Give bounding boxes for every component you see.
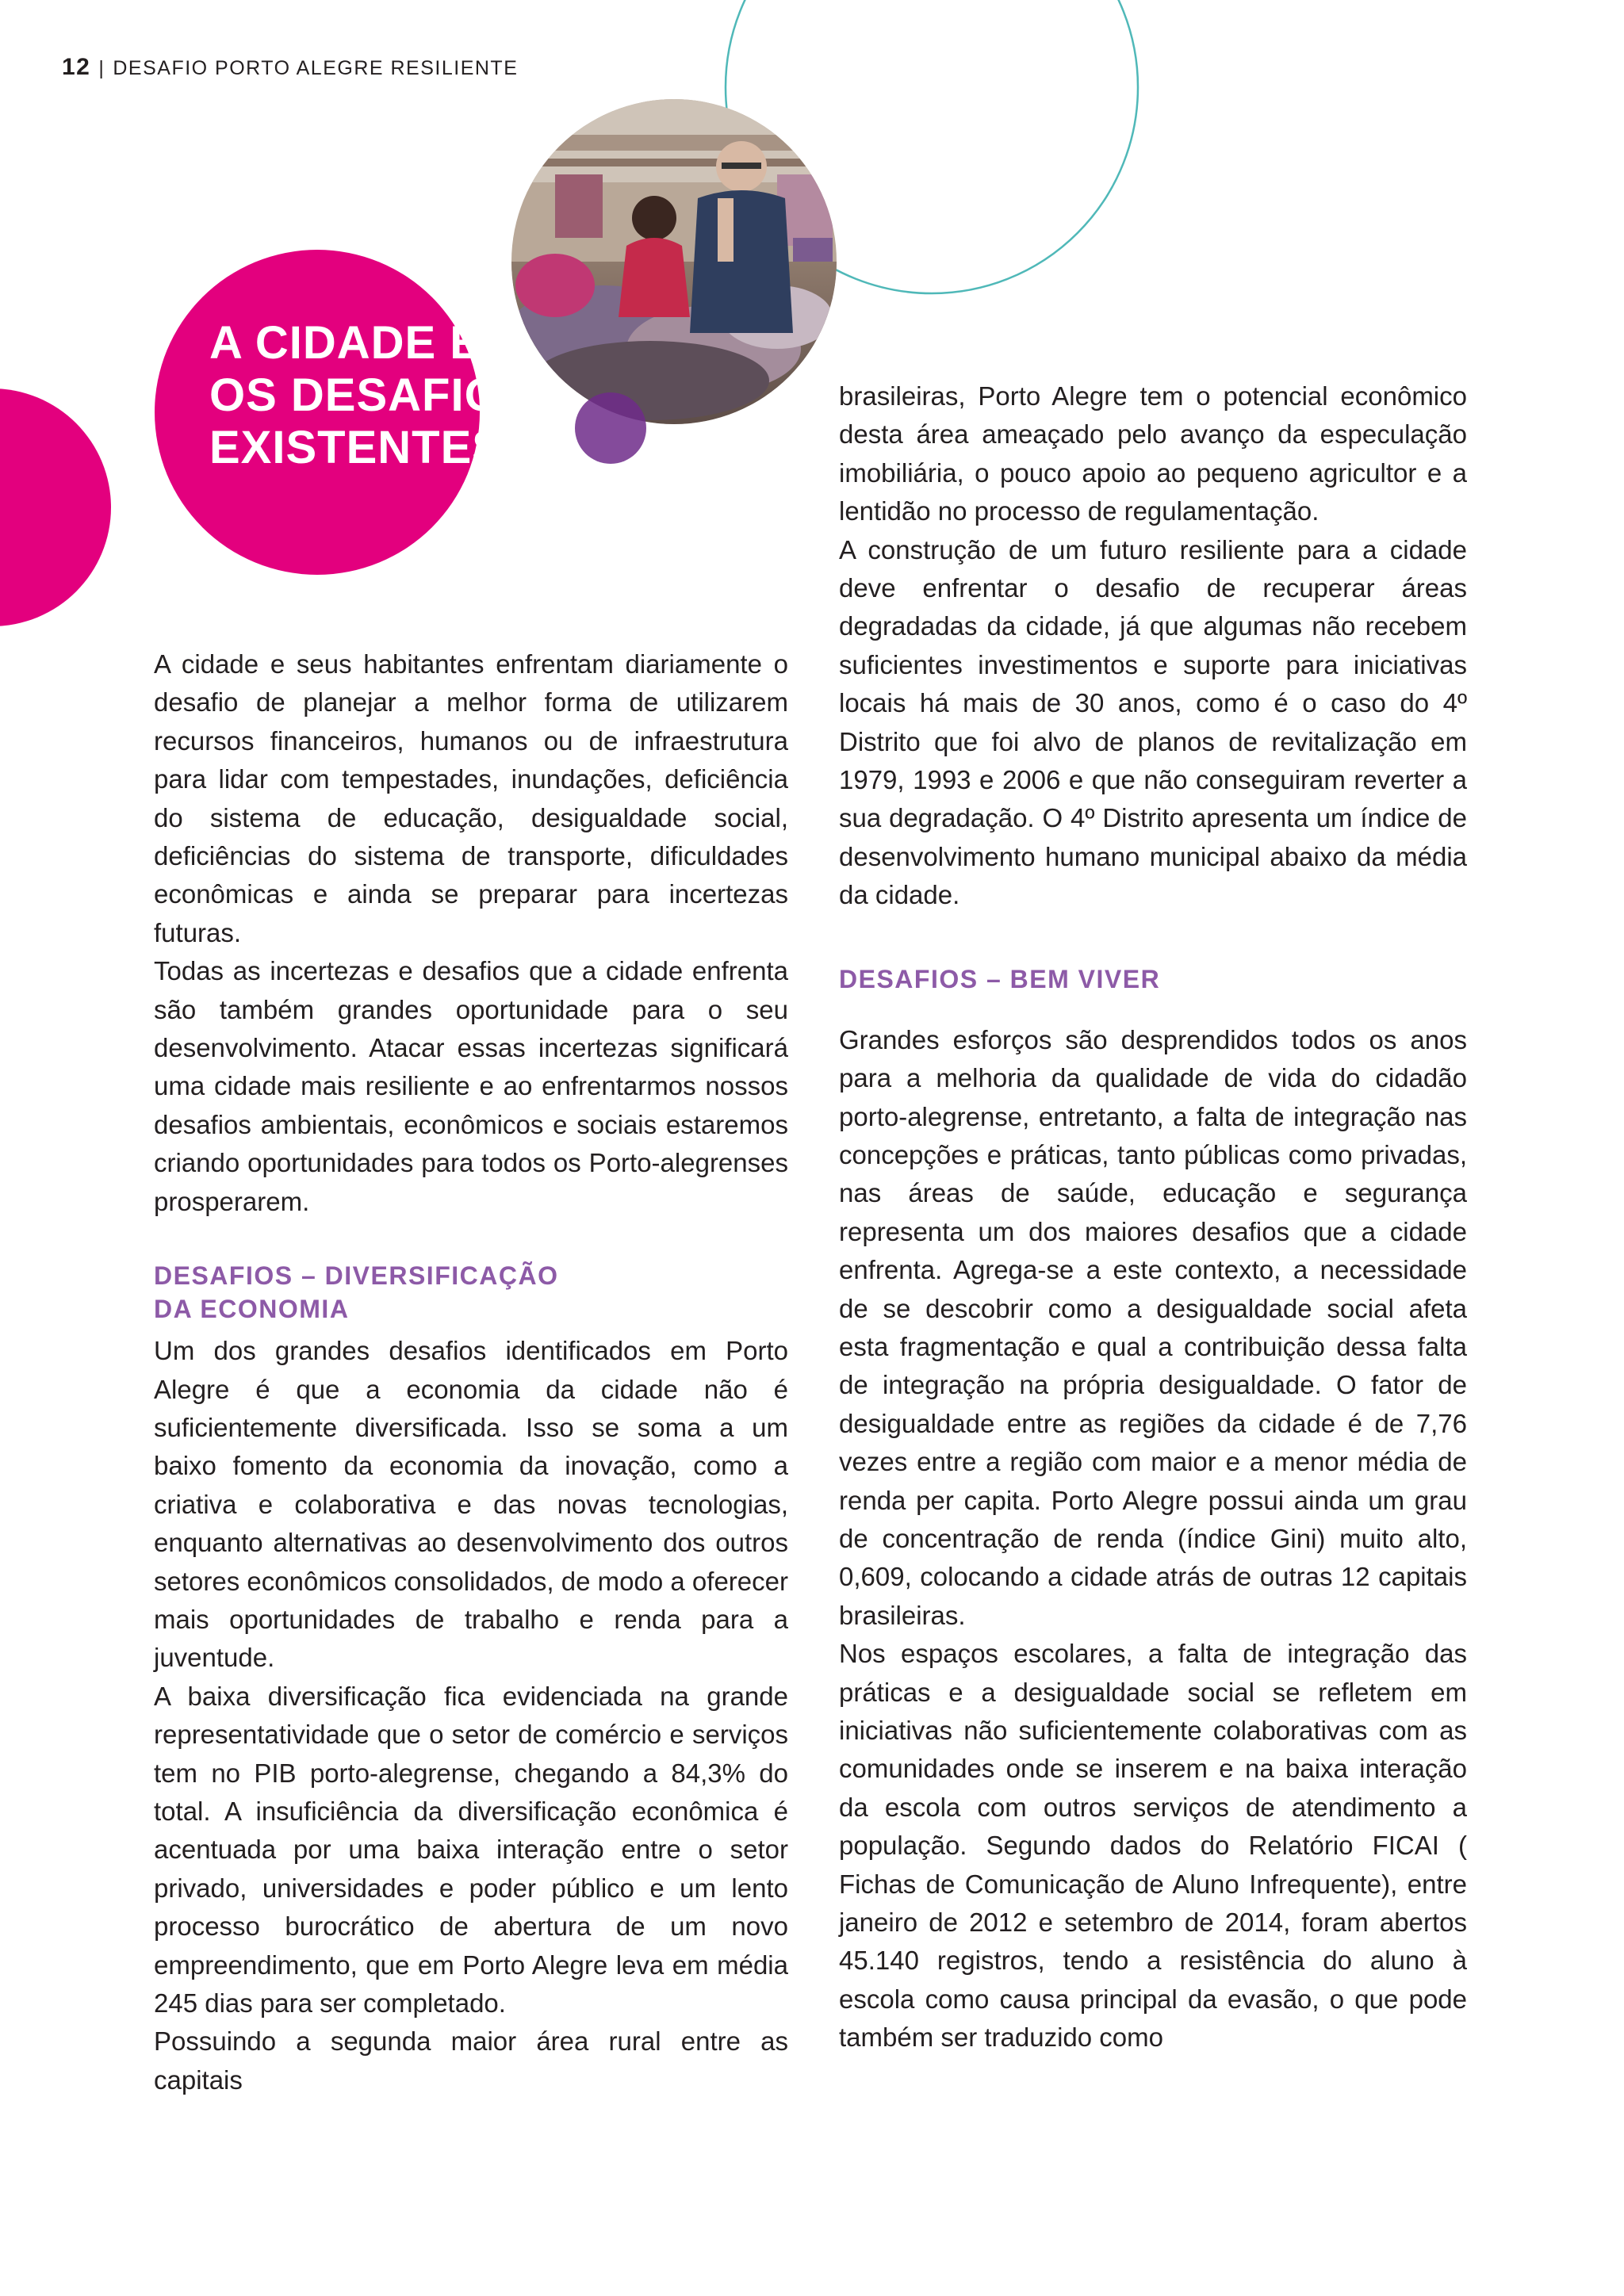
heading-bem-viver: DESAFIOS – BEM VIVER (839, 964, 1161, 993)
left-column (154, 645, 788, 2099)
market-photo (508, 95, 848, 436)
heading-diversificacao (154, 1259, 788, 1326)
bem-viver-paragraph-1: Grandes esforços são desprendidos todos os anos para a melhoria da qualidade de vida do cidadão porto-alegrense, entretanto, a falta de integração nas concepções e práticas, tanto públicas como privadas, nas áreas de saúde, educação e segurança representa um dos maiores desafios que a cidade enfrenta. Agrega-se a este contexto, a necessidade de se descobrir como a desigualdade social afeta esta fragmentação e qual a contribuição dessa falta de integração na própria desigualdade. O fator de desigualdade entre as regiões da cidade é de 7,76 vezes entre a região com maior e a menor média de renda per capita. Porto Alegre possui ainda um grau de concentração de renda (índice Gini) muito alto, 0,609, colocando a cidade atrás de outras 12 capitais brasileiras. (839, 1024, 1467, 1630)
economy-paragraph-1: Um dos grandes desafios identificados em Porto Alegre é que a economia da cidade não é suficientemente diversificada. Isso se soma a um baixo fomento da economia da inovação, como a criativa e colaborativa e das novas tecnologias, enquanto alternativas ao desenvolvimento dos outros setores econômicos consolidados, de modo a oferecer mais oportunidades de trabalho e renda para a juventude. (154, 1336, 788, 1673)
economy-paragraph-3: Possuindo a segunda maior área rural entre as capitais (154, 2026, 788, 2095)
intro-paragraph-2: Todas as incertezas e desafios que a cidade enfrenta são também grandes oportunidade para o seu desenvolvimento. Atacar essas incertezas significará uma cidade mais resiliente e ao enfrentarmos nossos desafios ambientais, econômicos e sociais estaremos criando oportunidades para todos os Porto-alegrenses prosperarem. (154, 956, 788, 1216)
purple-accent-circle (575, 392, 646, 464)
heading-diversificacao-line-1: DESAFIOS – DIVERSIFICAÇÃO (154, 1261, 559, 1291)
section-title-line-2: OS DESAFIOS (209, 369, 533, 421)
continuation-paragraph-2: A construção de um futuro resiliente para a cidade deve enfrentar o desafio de recuperar áreas degradadas da cidade, já que algumas não recebem suficientes investimentos e suporte para iniciativas locais há mais de 30 anos, como é o caso do 4º Distrito que foi alvo de planos de revitalização em 1979, 1993 e 2006 e que não conseguiram reverter a sua degradação. O 4º Distrito apresenta um índice de desenvolvimento humano municipal abaixo da média da cidade. (839, 534, 1467, 910)
header-separator: | (98, 57, 105, 79)
left-edge-magenta-circle (0, 388, 111, 626)
bem-viver-paragraph-2: Nos espaços escolares, a falta de integração das práticas e a desigualdade social se refletem em iniciativas não suficientemente colaborativas com as comunidades onde se inserem e na baixa interação da escola com outros serviços de atendimento a população. Segundo dados do Relatório FICAI ( Fichas de Comunicação de Aluno Infrequente), entre janeiro de 2012 e setembro de 2014, foram abertos 45.140 registros, tendo a resistência do aluno à escola como causa principal da evasão, o que pode também ser traduzido como (839, 1639, 1467, 2053)
economy-paragraph-2: A baixa diversificação fica evidenciada na grande representatividade que o setor de comércio e serviços tem no PIB porto-alegrense, chegando a 84,3% do total. A insuficiência da diversificação econômica é acentuada por uma baixa interação entre o setor privado, universidades e poder público e um lento processo burocrático de abertura de um novo empreendimento, que em Porto Alegre leva em média 245 dias para ser completado. (154, 1681, 788, 2018)
section-title-line-3: EXISTENTES (209, 422, 504, 473)
heading-diversificacao-line-2: DA ECONOMIA (154, 1295, 350, 1324)
page-number: 12 (62, 54, 91, 80)
section-title-line-1: A CIDADE E (209, 317, 481, 369)
publication-title: DESAFIO PORTO ALEGRE RESILIENTE (113, 57, 519, 79)
right-column (839, 377, 1467, 2057)
section-title (209, 317, 532, 474)
continuation-paragraph-1: brasileiras, Porto Alegre tem o potencial econômico desta área ameaçado pelo avanço da especulação imobiliária, o pouco apoio ao pequeno agricultor e a lentidão no processo de regulamentação. (839, 381, 1467, 526)
intro-paragraph-1: A cidade e seus habitantes enfrentam diariamente o desafio de planejar a melhor forma de utilizarem recursos financeiros, humanos ou de infraestrutura para lidar com tempestades, inundações, deficiência do sistema de educação, desigualdade social, deficiências do sistema de transporte, dificuldades econômicas e ainda se preparar para incertezas futuras. (154, 649, 788, 947)
running-header (62, 54, 518, 81)
